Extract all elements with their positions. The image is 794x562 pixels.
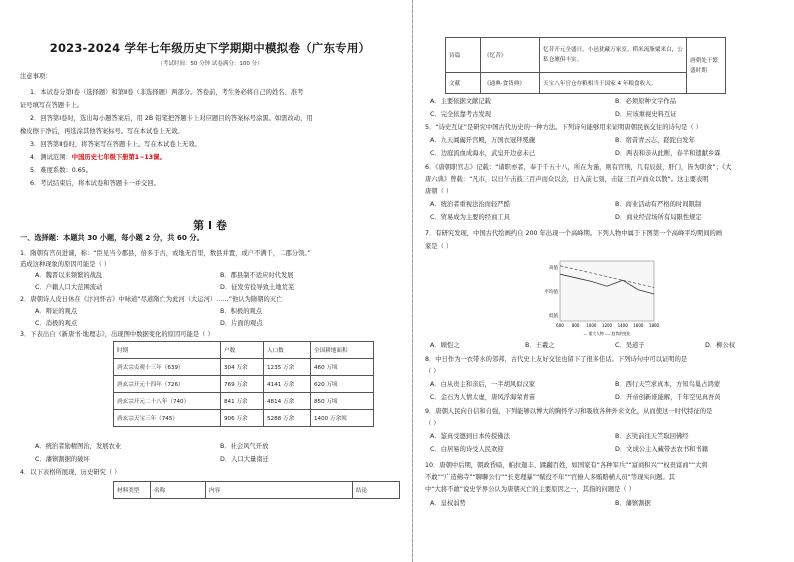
- table-header-row: [114, 342, 374, 359]
- table-header-cell: 人口数: [264, 342, 311, 359]
- y-tick-label: 平均值: [544, 290, 558, 295]
- table-cell: 841 万余: [221, 393, 264, 410]
- section-title: 第 Ⅰ 卷: [193, 219, 227, 232]
- q2-option-a[interactable]: A．辩证的观点: [35, 308, 78, 315]
- exam-title: 2023-2024 学年七年级历史下学期期中模拟卷（广东专用）: [49, 41, 371, 55]
- q4-stem: 4．以下表格所展现，历史研究（ ）: [20, 469, 121, 476]
- q7-stem: 7．有研究发现，中国古代绘画约自 200 年出现一个高峰期。下列人物中属于下图第一个高峰平均期间的画: [425, 230, 723, 237]
- x-tick-label: 1600: [633, 323, 644, 328]
- q6-option-a[interactable]: A．统治者重视法治而轻严酷: [430, 201, 510, 208]
- q7-option-a[interactable]: A．顾恺之: [430, 342, 460, 349]
- table-header-cell: 材料类型: [114, 482, 151, 499]
- q3-option-d[interactable]: D．人口大量南迁: [220, 456, 269, 463]
- table-cell: 唐太宗贞观十三年（639）: [114, 359, 221, 376]
- q2-option-c[interactable]: C．消极的观点: [35, 320, 78, 327]
- table-cell: 唐玄宗开元十四年（726）: [114, 376, 221, 393]
- table-cell: 诗篇: [446, 38, 481, 73]
- table-cell: 《通典·食货典》: [481, 73, 540, 94]
- table-cell: 1400 万余顷: [311, 410, 374, 427]
- q10-stem: 中“大将不敢”说史学界公认为唐朝灭亡的主要原因之一，其指的问题是（ ）: [425, 486, 636, 493]
- q9-option-b[interactable]: B．玄奘前往天竺取回佛经: [615, 433, 689, 440]
- note-line: 1．本试卷分第Ⅰ卷（选择题）和第Ⅱ卷（非选择题）两部分。答卷前，考生务必将自己的姓名、准考: [30, 89, 304, 96]
- table-header-cell: 内容: [206, 482, 353, 499]
- q1-stem: 造成这种现象的原因可能是（ ）: [20, 261, 111, 268]
- table-cell: 850 万顷: [311, 393, 374, 410]
- table-cell: 1235 万余: [264, 359, 311, 376]
- q1-option-b[interactable]: B．郡县制不适应时代发展: [220, 272, 294, 279]
- q4-table-header: [113, 481, 400, 499]
- table-cell: 文献: [446, 73, 481, 94]
- q2-option-d[interactable]: D．片面的观点: [220, 320, 263, 327]
- table-row: [114, 410, 374, 427]
- q10-stem: 10．唐朝中后期，朝政昏暗，帕拉迦丰、蹂躏百姓，如国家有“各种军兵”“富商积兴”“权贵富商”“大将: [425, 462, 708, 469]
- q6-option-c[interactable]: C．贸易成为主要的经商工具: [430, 214, 510, 221]
- note-line: 证号填写在答题卡上。: [20, 102, 83, 109]
- section-intro: 一、选择题：本题共 30 小题，每小题 2 分，共 60 分。: [20, 233, 204, 242]
- notes-heading: 注意事项：: [20, 73, 52, 80]
- table-header-cell: 全国耕地面积: [311, 342, 374, 359]
- q6-option-d[interactable]: D．商业经营场所有局限性规定: [615, 214, 702, 221]
- q9-option-d[interactable]: D．文成公主入藏带去农书和书籍: [615, 446, 709, 453]
- note-line: 2．回答第Ⅰ卷时，选出每小题答案后，用 2B 铅笔把答题卡上对应题目的答案标号涂黑。如需改动，用: [30, 115, 313, 122]
- table-cell: 769 万余: [221, 376, 264, 393]
- table-header-cell: 名称: [151, 482, 206, 499]
- q7-option-d[interactable]: D．柳公权: [705, 342, 736, 349]
- table-header-cell: 结论: [353, 482, 400, 499]
- table-row: [114, 359, 374, 376]
- q3-option-b[interactable]: B．社会风气开放: [220, 443, 269, 450]
- table-row: [446, 38, 726, 73]
- painting-peak-chart: [538, 257, 658, 337]
- note-range-label: 4．测试范围：: [30, 154, 72, 161]
- q2-option-b[interactable]: B．积极的观点: [220, 308, 263, 315]
- note-line: 5．难度系数：0.65。: [30, 167, 93, 174]
- q4-table: [445, 37, 726, 94]
- note-line: 橡皮擦干净后，再选涂其他答案标号。写在本试卷上无效。: [20, 128, 184, 135]
- note-line: 3．回答第Ⅱ卷时，将答案写在答题卡上。写在本试卷上无效。: [30, 141, 201, 148]
- table-header-row: [114, 482, 400, 499]
- q5-option-c[interactable]: C．边庭流血成海水，武皇开边意未已: [430, 150, 536, 157]
- q8-option-d[interactable]: D．开帝创新谁能解，千年空见真吾黄: [615, 394, 721, 401]
- x-tick-label: 1000: [586, 323, 597, 328]
- q5-option-d[interactable]: D．两表和亲从此断，春半和遗献乡霖: [615, 150, 721, 157]
- q8-option-c[interactable]: C．金石为人情太虚，唐风浮海荣青苗: [430, 394, 536, 401]
- table-cell: 620 万顷: [311, 376, 374, 393]
- table-cell: 唐朝处于繁盛时期: [687, 38, 726, 94]
- q4-option-a[interactable]: A．主要依据文献记载: [430, 98, 491, 105]
- q8-stem: （ ）: [425, 368, 440, 375]
- q1-option-d[interactable]: D．征发劳役导致土地荒芜: [220, 284, 295, 291]
- q2-stem: 2．唐朝诗人皮日休在《汴河怀古》中咏道“尽道隋亡为此河（大运河）……”他认为隋朝的灭亡: [20, 296, 283, 303]
- table-cell: 906 万余: [221, 410, 264, 427]
- note-line: 6．考试结束后，将本试卷和答题卡一并交回。: [30, 180, 160, 187]
- q4-option-c[interactable]: C．完全依靠考古发现: [430, 111, 492, 118]
- x-tick-label: 600: [556, 323, 564, 328]
- table-cell: 460 万顷: [311, 359, 374, 376]
- note-range-value: 中国历史七年级下册第1~13课。: [71, 154, 166, 161]
- q4-option-d[interactable]: D．应该重视史料互证: [615, 111, 677, 118]
- q9-option-a[interactable]: A．鉴真受邀到日本传授佛法: [430, 433, 510, 440]
- x-tick-label: 1800: [648, 323, 660, 328]
- q5-option-b[interactable]: B．宿昔青云志，蹉跎白发年: [615, 137, 695, 144]
- q7-option-c[interactable]: C．吴道子: [615, 342, 645, 349]
- q8-option-a[interactable]: A．白从贵主和亲后，一半胡风似汉家: [430, 381, 536, 388]
- table-cell: 唐玄宗开元二十八年（740）: [114, 393, 221, 410]
- note-line: [30, 154, 166, 162]
- q8-stem: 8．中日作为一衣带水的邻邦，古代史上友好交往也留下了很多佳话。下列诗句中可以证明的是: [425, 356, 688, 363]
- table-row: [446, 73, 726, 94]
- x-tick-label: 1200: [601, 323, 613, 328]
- table-cell: 304 万余: [221, 359, 264, 376]
- q10-option-a[interactable]: A．皇权弱势: [430, 500, 466, 507]
- q9-stem: （ ）: [425, 420, 440, 427]
- q3-option-a[interactable]: A．统治者励精图治，发展农业: [35, 443, 122, 450]
- q4-option-b[interactable]: B．必须原种文字作品: [615, 98, 676, 105]
- table-cell: 忆昔开元全盛日，小邑犹藏万家室。稻米流脂粟米白，公私仓廪俱丰实。: [540, 38, 687, 73]
- table-header-cell: 户数: [221, 342, 264, 359]
- q5-option-a[interactable]: A．九天阊阖开宫殿，万国衣冠拜冕旒: [430, 137, 536, 144]
- q6-stem: 唐六典》曾载：“凡市，以日午击鼓三百声而众以会，日入前七刻，击钲三百声而众以散”。这主要表明: [425, 176, 709, 183]
- q6-stem: 唐朝（ ）: [425, 188, 453, 195]
- table-row: [114, 376, 374, 393]
- plot-area: [560, 261, 654, 321]
- q9-option-c[interactable]: C．白居易的诗受人民欢迎: [430, 446, 504, 453]
- q6-stem: 6．《唐朝职官志》记载：“诸职亦者，奉于千五十八，所在为谨，则有官刑，几有辰鼓，肝门，皆为职食”；《大: [425, 164, 732, 171]
- table-cell: 唐玄宗天宝三年（745）: [114, 410, 221, 427]
- chart-legend: — 重大人物 ---- 趋势的变化: [583, 331, 631, 336]
- q10-option-b[interactable]: B．藩镇割据: [615, 500, 651, 507]
- table-cell: 4141 万余: [264, 376, 311, 393]
- table-header-cell: 时期: [114, 342, 221, 359]
- q1-option-c[interactable]: C．户籍人口大范围流动: [35, 284, 103, 291]
- x-tick-label: 800: [571, 323, 580, 328]
- q1-stem: 1．隋朝有宫员进谏，称：“臣见当今郡县，倍多于古，或地无百里，数县并置，或户不满千，二郡分领。”: [20, 250, 311, 257]
- q7-stem: 家是（ ）: [425, 243, 453, 250]
- q3-option-c[interactable]: C．藩镇割据的破坏: [35, 456, 90, 463]
- q9-stem: 9．唐朝人民向自信和自强，下列能够以博大的胸怀学习和吸收各种外来文化，从而使这一时代特征的是: [425, 408, 713, 415]
- q1-option-a[interactable]: A．魏晋以来频繁的战乱: [35, 272, 103, 279]
- x-tick-label: 1400: [617, 323, 628, 328]
- table-cell: 《忆昔》: [481, 38, 540, 73]
- exam-subinfo: （考试时间：50 分钟 试卷满分：100 分）: [157, 61, 263, 67]
- table-cell: 5288 万余: [264, 410, 311, 427]
- q10-stem: 不敢”“广造佛寺”“聊聊公行”“长吏理暴”“赋役不年”“官僚人多贿赂横人员”等现实问题。其: [425, 474, 675, 481]
- y-tick-label: 低值: [549, 314, 558, 319]
- table-cell: 4814 万余: [264, 393, 311, 410]
- q5-stem: 5．“诗史互证”是研究中国古代历史的一种方法。下列诗句能够用来证明唐朝民族交往的诗句是（ ）: [425, 124, 703, 131]
- y-tick-label: 高值: [549, 266, 558, 271]
- q6-option-b[interactable]: B．商业活动有严格的时间限制: [615, 201, 702, 208]
- chart-svg: [538, 257, 658, 337]
- q8-option-b[interactable]: B．西行天竺求真本，方知鸟巢占鸿蒙: [615, 381, 721, 388]
- table-row: [114, 393, 374, 410]
- q3-table: [113, 341, 374, 427]
- q7-option-b[interactable]: B．王羲之: [525, 342, 555, 349]
- table-cell: 天宝八年官仓存粮相当于国家 4 年粮食收入。: [540, 73, 687, 94]
- q3-stem: 3．下表出自《新唐书·地理志》，出现图中数据变化的原因可能是（ ）: [20, 331, 214, 338]
- fold-line: [412, 0, 413, 562]
